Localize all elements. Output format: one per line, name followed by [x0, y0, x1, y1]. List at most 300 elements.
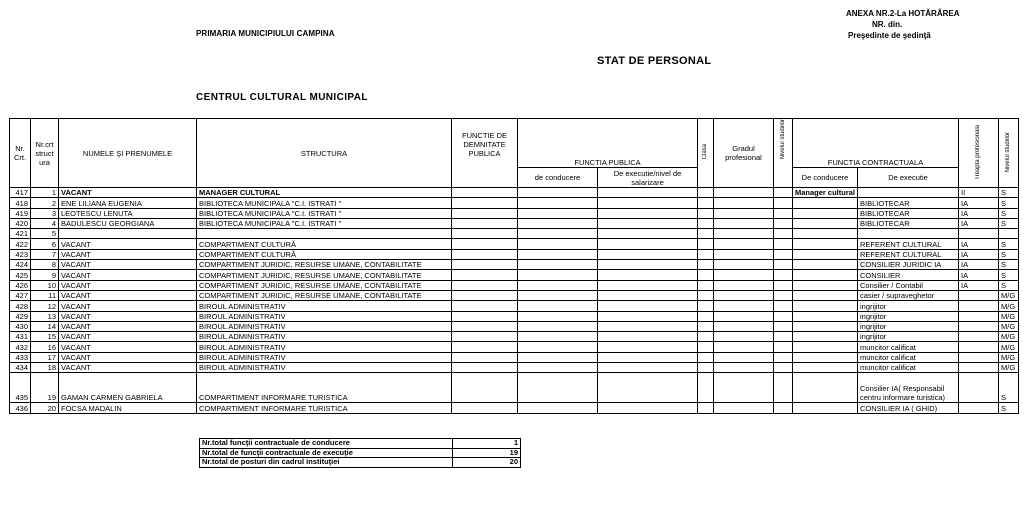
row-grade	[714, 260, 774, 270]
row-c-execution	[858, 229, 959, 239]
row-nr: 425	[10, 270, 31, 280]
row-dignity	[452, 218, 518, 228]
row-leadership	[518, 311, 598, 321]
row-c-execution	[858, 188, 959, 198]
row-dignity	[452, 352, 518, 362]
annex-block	[846, 8, 960, 41]
row-nr-struct: 2	[31, 198, 59, 208]
col-leadership: de conducere	[518, 168, 598, 188]
row-execution	[598, 229, 698, 239]
row-c-execution: CONSILIER JURIDIC IA	[858, 260, 959, 270]
row-study-level	[774, 363, 793, 373]
row-class	[698, 260, 714, 270]
row-structure: COMPARTIMENT CULTURĂ	[197, 249, 452, 259]
totals-value: 1	[453, 439, 521, 449]
row-dignity	[452, 373, 518, 403]
row-execution	[598, 260, 698, 270]
row-nr-struct: 7	[31, 249, 59, 259]
row-structure: BIBLIOTECA MUNICIPALA "C.I. ISTRATI "	[197, 198, 452, 208]
table-row	[10, 301, 1019, 311]
row-leadership	[518, 301, 598, 311]
row-c-execution: ingrijitor	[858, 301, 959, 311]
row-study-level	[774, 260, 793, 270]
col-study-level: Nivelul studiilor	[774, 119, 793, 188]
row-execution	[598, 239, 698, 249]
row-c-execution: CONSILIER	[858, 270, 959, 280]
row-leadership	[518, 290, 598, 300]
row-execution	[598, 208, 698, 218]
row-study-level	[774, 301, 793, 311]
row-dignity	[452, 188, 518, 198]
row-dignity	[452, 290, 518, 300]
row-class	[698, 188, 714, 198]
annex-line-1: ANEXA NR.2-La HOTĂRÂREA	[846, 9, 960, 18]
table-row	[10, 290, 1019, 300]
row-prof-step: IA	[959, 239, 999, 249]
row-name: VACANT	[59, 188, 197, 198]
row-nr-struct: 19	[31, 373, 59, 403]
row-grade	[714, 270, 774, 280]
row-grade	[714, 311, 774, 321]
row-nr: 419	[10, 208, 31, 218]
row-dignity	[452, 403, 518, 413]
row-execution	[598, 311, 698, 321]
row-grade	[714, 342, 774, 352]
row-study-level	[774, 311, 793, 321]
row-name: VACANT	[59, 239, 197, 249]
row-prof-step	[959, 311, 999, 321]
row-nr: 427	[10, 290, 31, 300]
row-execution	[598, 249, 698, 259]
table-row	[10, 352, 1019, 362]
row-c-study: S	[999, 373, 1019, 403]
col-nr-crt: Nr. Crt.	[10, 119, 31, 188]
totals-label: Nr.total funcţii contractuale de conducere	[200, 439, 453, 449]
row-dignity	[452, 249, 518, 259]
row-name: VACANT	[59, 332, 197, 342]
row-grade	[714, 301, 774, 311]
row-c-study: M/G	[999, 301, 1019, 311]
row-structure: BIROUL ADMINISTRATIV	[197, 342, 452, 352]
row-nr-struct: 13	[31, 311, 59, 321]
row-dignity	[452, 198, 518, 208]
row-leadership	[518, 188, 598, 198]
row-leadership	[518, 342, 598, 352]
row-c-leadership	[793, 249, 858, 259]
row-grade	[714, 290, 774, 300]
table-row	[10, 321, 1019, 331]
table-row	[10, 260, 1019, 270]
row-grade	[714, 208, 774, 218]
row-name: VACANT	[59, 352, 197, 362]
row-c-execution: muncitor calificat	[858, 342, 959, 352]
row-c-execution: REFERENT CULTURAL	[858, 249, 959, 259]
row-c-execution: ingrijitor	[858, 311, 959, 321]
row-name: VACANT	[59, 260, 197, 270]
row-structure: MANAGER CULTURAL	[197, 188, 452, 198]
col-structure: STRUCTURA	[197, 119, 452, 188]
row-nr: 433	[10, 352, 31, 362]
row-nr-struct: 8	[31, 260, 59, 270]
row-prof-step	[959, 290, 999, 300]
row-structure: BIROUL ADMINISTRATIV	[197, 311, 452, 321]
row-c-study: S	[999, 270, 1019, 280]
row-name: VACANT	[59, 342, 197, 352]
row-grade	[714, 321, 774, 331]
row-class	[698, 321, 714, 331]
row-c-leadership	[793, 332, 858, 342]
row-nr: 424	[10, 260, 31, 270]
row-nr: 428	[10, 301, 31, 311]
row-dignity	[452, 260, 518, 270]
row-dignity	[452, 301, 518, 311]
row-c-study: M/G	[999, 321, 1019, 331]
row-study-level	[774, 208, 793, 218]
row-c-study: S	[999, 218, 1019, 228]
row-nr-struct: 15	[31, 332, 59, 342]
row-grade	[714, 188, 774, 198]
row-c-execution: BIBLIOTECAR	[858, 198, 959, 208]
row-name: VACANT	[59, 363, 197, 373]
table-row	[10, 363, 1019, 373]
row-c-execution: BIBLIOTECAR	[858, 208, 959, 218]
row-nr-struct: 6	[31, 239, 59, 249]
row-c-leadership	[793, 363, 858, 373]
row-class	[698, 373, 714, 403]
row-structure: COMPARTIMENT JURIDIC, RESURSE UMANE, CONTABILITATE	[197, 260, 452, 270]
row-c-leadership	[793, 198, 858, 208]
col-nr-struct: Nr.crt struct ura	[31, 119, 59, 188]
row-c-leadership	[793, 239, 858, 249]
row-c-study: S	[999, 280, 1019, 290]
row-study-level	[774, 270, 793, 280]
row-name: VACANT	[59, 280, 197, 290]
totals-value: 20	[453, 458, 521, 468]
row-c-leadership	[793, 260, 858, 270]
row-class	[698, 332, 714, 342]
row-class	[698, 249, 714, 259]
row-c-leadership	[793, 270, 858, 280]
row-nr: 432	[10, 342, 31, 352]
col-contract-function: FUNCTIA CONTRACTUALA	[793, 119, 959, 168]
row-class	[698, 239, 714, 249]
row-prof-step	[959, 373, 999, 403]
row-structure: BIROUL ADMINISTRATIV	[197, 352, 452, 362]
row-nr-struct: 17	[31, 352, 59, 362]
totals-table	[199, 438, 521, 468]
row-leadership	[518, 373, 598, 403]
totals-label: Nr.total de funcţii contractuale de execuţie	[200, 448, 453, 458]
document-title: STAT DE PERSONAL	[597, 55, 712, 67]
row-structure: COMPARTIMENT JURIDIC, RESURSE UMANE, CONTABILITATE	[197, 270, 452, 280]
col-c-study-level: Nivelul studiilor	[999, 119, 1019, 188]
row-study-level	[774, 403, 793, 413]
row-grade	[714, 198, 774, 208]
row-execution	[598, 290, 698, 300]
row-c-execution: CONSILIER IA ( GHID)	[858, 403, 959, 413]
document-subtitle: CENTRUL CULTURAL MUNICIPAL	[196, 92, 368, 103]
col-class: Clasa	[698, 119, 714, 188]
row-name: LEOTESCU LENUTA	[59, 208, 197, 218]
row-nr: 426	[10, 280, 31, 290]
row-study-level	[774, 352, 793, 362]
row-name: ENE LILIANA EUGENIA	[59, 198, 197, 208]
row-grade	[714, 352, 774, 362]
row-nr: 421	[10, 229, 31, 239]
row-structure: BIROUL ADMINISTRATIV	[197, 321, 452, 331]
row-c-leadership	[793, 321, 858, 331]
row-c-study: M/G	[999, 352, 1019, 362]
table-row	[10, 342, 1019, 352]
row-nr-struct: 16	[31, 342, 59, 352]
table-row	[10, 239, 1019, 249]
row-c-study: S	[999, 188, 1019, 198]
row-execution	[598, 352, 698, 362]
row-execution	[598, 332, 698, 342]
table-row	[10, 218, 1019, 228]
row-prof-step	[959, 332, 999, 342]
row-leadership	[518, 352, 598, 362]
row-class	[698, 403, 714, 413]
row-c-execution: Consilier IA( Responsabil centru informare turistica)	[858, 373, 959, 403]
row-grade	[714, 280, 774, 290]
row-class	[698, 301, 714, 311]
row-dignity	[452, 321, 518, 331]
row-class	[698, 270, 714, 280]
table-row	[10, 403, 1019, 413]
totals-body	[200, 439, 521, 468]
row-structure: BIROUL ADMINISTRATIV	[197, 301, 452, 311]
row-prof-step	[959, 342, 999, 352]
row-execution	[598, 321, 698, 331]
row-leadership	[518, 270, 598, 280]
row-c-study: S	[999, 208, 1019, 218]
row-class	[698, 363, 714, 373]
row-study-level	[774, 342, 793, 352]
row-dignity	[452, 229, 518, 239]
row-name: GAMAN CARMEN GABRIELA	[59, 373, 197, 403]
row-study-level	[774, 239, 793, 249]
col-name: NUMELE ŞI PRENUMELE	[59, 119, 197, 188]
row-nr-struct: 10	[31, 280, 59, 290]
row-c-leadership	[793, 218, 858, 228]
table-header	[10, 119, 1019, 188]
row-dignity	[452, 270, 518, 280]
row-leadership	[518, 229, 598, 239]
row-c-execution: ingrijitor	[858, 332, 959, 342]
row-nr: 420	[10, 218, 31, 228]
row-nr-struct: 9	[31, 270, 59, 280]
row-c-study: M/G	[999, 332, 1019, 342]
row-study-level	[774, 249, 793, 259]
row-structure: BIROUL ADMINISTRATIV	[197, 363, 452, 373]
row-dignity	[452, 311, 518, 321]
row-grade	[714, 218, 774, 228]
row-name: VACANT	[59, 290, 197, 300]
row-dignity	[452, 363, 518, 373]
row-prof-step: IA	[959, 218, 999, 228]
row-c-study	[999, 229, 1019, 239]
row-study-level	[774, 290, 793, 300]
table-row	[10, 280, 1019, 290]
row-prof-step: IA	[959, 270, 999, 280]
institution-name: PRIMARIA MUNICIPIULUI CAMPINA	[196, 29, 335, 38]
row-class	[698, 229, 714, 239]
row-c-leadership	[793, 280, 858, 290]
row-nr: 436	[10, 403, 31, 413]
totals-value: 19	[453, 448, 521, 458]
row-execution	[598, 342, 698, 352]
row-nr: 434	[10, 363, 31, 373]
row-prof-step	[959, 301, 999, 311]
row-c-execution: Consilier / Contabil	[858, 280, 959, 290]
table-body	[10, 188, 1019, 414]
row-prof-step: II	[959, 188, 999, 198]
row-c-study: M/G	[999, 290, 1019, 300]
totals-row	[200, 458, 521, 468]
row-c-study: M/G	[999, 342, 1019, 352]
row-grade	[714, 363, 774, 373]
row-structure	[197, 229, 452, 239]
row-prof-step	[959, 352, 999, 362]
row-c-study: M/G	[999, 311, 1019, 321]
row-study-level	[774, 188, 793, 198]
row-study-level	[774, 321, 793, 331]
row-dignity	[452, 332, 518, 342]
row-c-execution: ingrijitor	[858, 321, 959, 331]
row-leadership	[518, 363, 598, 373]
row-c-leadership	[793, 373, 858, 403]
row-study-level	[774, 332, 793, 342]
row-structure: COMPARTIMENT CULTURĂ	[197, 239, 452, 249]
annex-line-3: Preşedinte de şedinţă	[848, 31, 931, 40]
row-execution	[598, 373, 698, 403]
row-grade	[714, 239, 774, 249]
row-prof-step	[959, 321, 999, 331]
row-execution	[598, 198, 698, 208]
table-row	[10, 373, 1019, 403]
row-nr: 423	[10, 249, 31, 259]
row-name: VACANT	[59, 249, 197, 259]
row-dignity	[452, 342, 518, 352]
row-prof-step: IA	[959, 208, 999, 218]
row-grade	[714, 403, 774, 413]
row-leadership	[518, 249, 598, 259]
row-prof-step	[959, 229, 999, 239]
row-c-study: S	[999, 239, 1019, 249]
row-study-level	[774, 280, 793, 290]
row-dignity	[452, 280, 518, 290]
row-execution	[598, 218, 698, 228]
row-grade	[714, 229, 774, 239]
totals-row	[200, 439, 521, 449]
row-c-leadership	[793, 352, 858, 362]
row-prof-step: IA	[959, 249, 999, 259]
row-leadership	[518, 218, 598, 228]
row-nr-struct: 3	[31, 208, 59, 218]
row-leadership	[518, 321, 598, 331]
col-grade: Gradul profesional	[714, 119, 774, 188]
row-nr-struct: 14	[31, 321, 59, 331]
row-name: FOCSA MADALIN	[59, 403, 197, 413]
table-row	[10, 311, 1019, 321]
row-nr: 430	[10, 321, 31, 331]
table-row	[10, 249, 1019, 259]
row-c-leadership	[793, 208, 858, 218]
row-structure: COMPARTIMENT JURIDIC, RESURSE UMANE, CONTABILITATE	[197, 290, 452, 300]
row-c-leadership: Manager cultural	[793, 188, 858, 198]
row-class	[698, 352, 714, 362]
row-leadership	[518, 403, 598, 413]
row-nr-struct: 12	[31, 301, 59, 311]
table-row	[10, 198, 1019, 208]
row-leadership	[518, 198, 598, 208]
table-row	[10, 229, 1019, 239]
row-execution	[598, 403, 698, 413]
row-c-execution: casier / supraveghetor	[858, 290, 959, 300]
table-row	[10, 332, 1019, 342]
row-prof-step: IA	[959, 260, 999, 270]
row-leadership	[518, 208, 598, 218]
row-nr: 429	[10, 311, 31, 321]
row-class	[698, 218, 714, 228]
row-grade	[714, 332, 774, 342]
row-study-level	[774, 218, 793, 228]
row-name: VACANT	[59, 270, 197, 280]
row-class	[698, 311, 714, 321]
row-nr-struct: 4	[31, 218, 59, 228]
row-nr-struct: 11	[31, 290, 59, 300]
row-c-leadership	[793, 403, 858, 413]
row-leadership	[518, 280, 598, 290]
row-class	[698, 290, 714, 300]
row-nr: 435	[10, 373, 31, 403]
row-c-execution: muncitor calificat	[858, 352, 959, 362]
row-class	[698, 280, 714, 290]
totals-row	[200, 448, 521, 458]
row-c-execution: muncitor calificat	[858, 363, 959, 373]
row-name: VACANT	[59, 321, 197, 331]
staff-table	[9, 118, 1019, 414]
col-c-execution: De executie	[858, 168, 959, 188]
row-execution	[598, 188, 698, 198]
col-c-leadership: De conducere	[793, 168, 858, 188]
table-row	[10, 188, 1019, 198]
row-c-leadership	[793, 342, 858, 352]
row-prof-step: IA	[959, 280, 999, 290]
row-c-execution: BIBLIOTECAR	[858, 218, 959, 228]
row-class	[698, 208, 714, 218]
table-row	[10, 270, 1019, 280]
row-nr-struct: 5	[31, 229, 59, 239]
row-nr: 431	[10, 332, 31, 342]
row-name	[59, 229, 197, 239]
row-structure: COMPARTIMENT INFORMARE TURISTICA	[197, 403, 452, 413]
row-structure: COMPARTIMENT INFORMARE TURISTICA	[197, 373, 452, 403]
row-name: VACANT	[59, 311, 197, 321]
row-study-level	[774, 229, 793, 239]
row-dignity	[452, 208, 518, 218]
row-study-level	[774, 373, 793, 403]
row-prof-step: IA	[959, 198, 999, 208]
row-prof-step	[959, 403, 999, 413]
row-structure: BIBLIOTECA MUNICIPALA "C.I. ISTRATI "	[197, 218, 452, 228]
row-nr: 418	[10, 198, 31, 208]
row-name: BADULESCU GEORGIANA	[59, 218, 197, 228]
row-c-study: M/G	[999, 363, 1019, 373]
row-c-leadership	[793, 301, 858, 311]
row-study-level	[774, 198, 793, 208]
